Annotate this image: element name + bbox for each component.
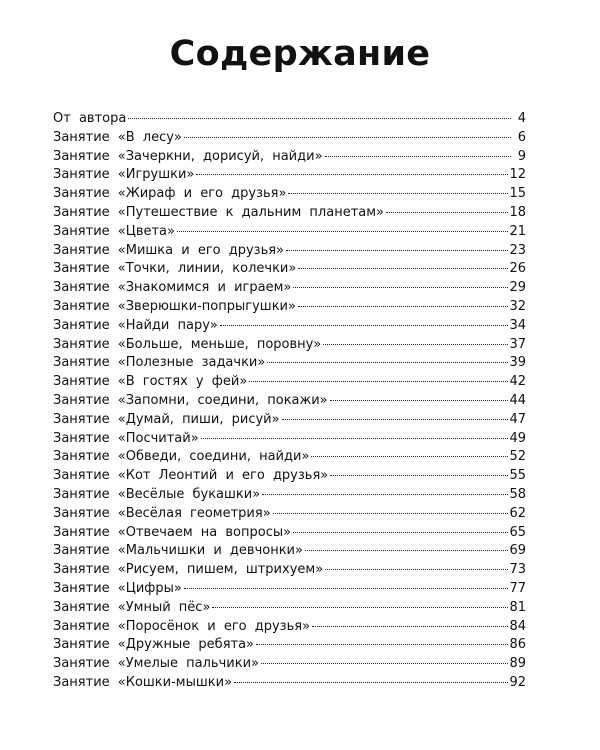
toc-entry-page-number: 81: [509, 599, 526, 615]
toc-entry-label: Занятие «В лесу»: [53, 129, 182, 145]
toc-entry-label: Занятие «В гостях у фей»: [53, 374, 248, 390]
dot-leader: [128, 106, 511, 119]
dot-leader: [273, 501, 509, 514]
dot-leader: [220, 313, 509, 326]
dot-leader: [184, 125, 511, 138]
dot-leader: [298, 294, 509, 307]
toc-entry-label: Занятие «Мишка и его друзья»: [53, 242, 285, 258]
toc-entry-page-number: 77: [509, 580, 526, 596]
toc-entry-label: От автора: [53, 111, 127, 126]
toc-entry-label: Занятие «Знакомимся и играем»: [53, 280, 292, 296]
toc-entry-label: Занятие «Посчитай»: [53, 430, 199, 446]
toc-entry-page-number: 55: [509, 468, 526, 484]
toc-entry-page-number: 69: [509, 543, 526, 559]
toc-entry[interactable]: [53, 673, 526, 692]
toc-entry-label: Занятие «Найди пару»: [53, 317, 218, 333]
toc-entry-label: Занятие «Дружные ребята»: [53, 637, 255, 653]
dot-leader: [262, 482, 508, 495]
toc-entry-page-number: 86: [509, 637, 526, 653]
toc-entry-page-number: 6: [517, 129, 526, 145]
toc-entry-page-number: 62: [509, 505, 526, 521]
toc-entry-page-number: 34: [509, 317, 526, 333]
toc-entry-page-number: 18: [509, 204, 526, 220]
toc-entry-label: Занятие «Рисуем, пишем, штрихуем»: [53, 562, 324, 578]
dot-leader: [330, 388, 509, 401]
toc-entry-label: Занятие «Путешествие к дальним планетам»: [53, 204, 384, 220]
toc-entry-page-number: 92: [509, 674, 526, 690]
dot-leader: [312, 614, 508, 627]
toc-entry-label: Занятие «Полезные задачки»: [53, 355, 266, 371]
page-title: Содержание: [169, 34, 431, 74]
dot-leader: [256, 632, 508, 645]
toc-entry-label: Занятие «Весёлая геометрия»: [53, 505, 271, 521]
toc-entry-page-number: 32: [509, 298, 526, 314]
dot-leader: [286, 238, 508, 251]
table-of-contents: [53, 109, 526, 692]
toc-entry-page-number: 37: [509, 336, 526, 352]
toc-entry-label: Занятие «Умелые пальчики»: [53, 656, 259, 672]
dot-leader: [298, 256, 508, 269]
toc-entry-page-number: 29: [509, 280, 526, 296]
dot-leader: [386, 200, 508, 213]
toc-entry-label: Занятие «Умный пёс»: [53, 599, 211, 615]
toc-entry-page-number: 39: [509, 355, 526, 371]
toc-entry-label: Занятие «Обведи, соедини, найди»: [53, 449, 310, 465]
toc-entry-label: Занятие «Отвечаем на вопросы»: [53, 524, 292, 540]
toc-entry-label: Занятие «Точки, линии, колечки»: [53, 261, 297, 277]
dot-leader: [311, 444, 508, 457]
toc-entry-page-number: 21: [509, 223, 526, 239]
toc-entry-label: Занятие «Мальчишки и девчонки»: [53, 543, 303, 559]
dot-leader: [184, 576, 509, 589]
toc-entry-page-number: 73: [509, 562, 526, 578]
dot-leader: [196, 162, 508, 175]
toc-entry-page-number: 26: [509, 261, 526, 277]
toc-entry-page-number: 52: [509, 449, 526, 465]
toc-entry-page-number: 15: [509, 186, 526, 202]
toc-entry-label: Занятие «Жираф и его друзья»: [53, 186, 287, 202]
toc-entry-page-number: 89: [509, 656, 526, 672]
dot-leader: [325, 557, 508, 570]
toc-entry-page-number: 9: [517, 148, 526, 164]
toc-entry-page-number: 58: [509, 486, 526, 502]
dot-leader: [330, 463, 508, 476]
toc-entry-label: Занятие «Кошки-мышки»: [53, 674, 233, 690]
toc-entry-label: Занятие «Цифры»: [53, 580, 182, 596]
toc-entry-label: Занятие «Весёлые букашки»: [53, 486, 261, 502]
toc-entry-page-number: 23: [509, 242, 526, 258]
dot-leader: [201, 426, 509, 439]
toc-entry-label: Занятие «Больше, меньше, поровну»: [53, 336, 322, 352]
toc-entry-page-number: 44: [509, 392, 526, 408]
dot-leader: [293, 275, 508, 288]
toc-entry-page-number: 47: [509, 411, 526, 427]
dot-leader: [288, 181, 508, 194]
toc-entry-page-number: 12: [509, 167, 526, 183]
dot-leader: [177, 219, 508, 232]
dot-leader: [212, 595, 508, 608]
dot-leader: [234, 670, 508, 683]
dot-leader: [305, 538, 508, 551]
toc-entry-label: Занятие «Поросёнок и его друзья»: [53, 618, 311, 634]
toc-entry-label: Занятие «Запомни, соедини, покажи»: [53, 392, 328, 408]
toc-entry-label: Занятие «Зачеркни, дорисуй, найди»: [53, 148, 323, 164]
toc-entry-label: Занятие «Игрушки»: [53, 167, 195, 183]
toc-entry-page-number: 4: [517, 111, 526, 126]
toc-entry-page-number: 49: [509, 430, 526, 446]
toc-entry-label: Занятие «Зверюшки-попрыгушки»: [53, 298, 296, 314]
toc-entry-label: Занятие «Думай, пиши, рисуй»: [53, 411, 280, 427]
dot-leader: [323, 332, 508, 345]
dot-leader: [267, 350, 508, 363]
toc-entry-page-number: 65: [509, 524, 526, 540]
toc-entry-label: Занятие «Кот Леонтий и его друзья»: [53, 468, 329, 484]
dot-leader: [249, 369, 508, 382]
dot-leader: [325, 144, 511, 157]
toc-entry-page-number: 42: [509, 374, 526, 390]
toc-entry-page-number: 84: [509, 618, 526, 634]
toc-entry-label: Занятие «Цвета»: [53, 223, 175, 239]
dot-leader: [282, 407, 509, 420]
dot-leader: [261, 651, 508, 664]
dot-leader: [293, 520, 508, 533]
